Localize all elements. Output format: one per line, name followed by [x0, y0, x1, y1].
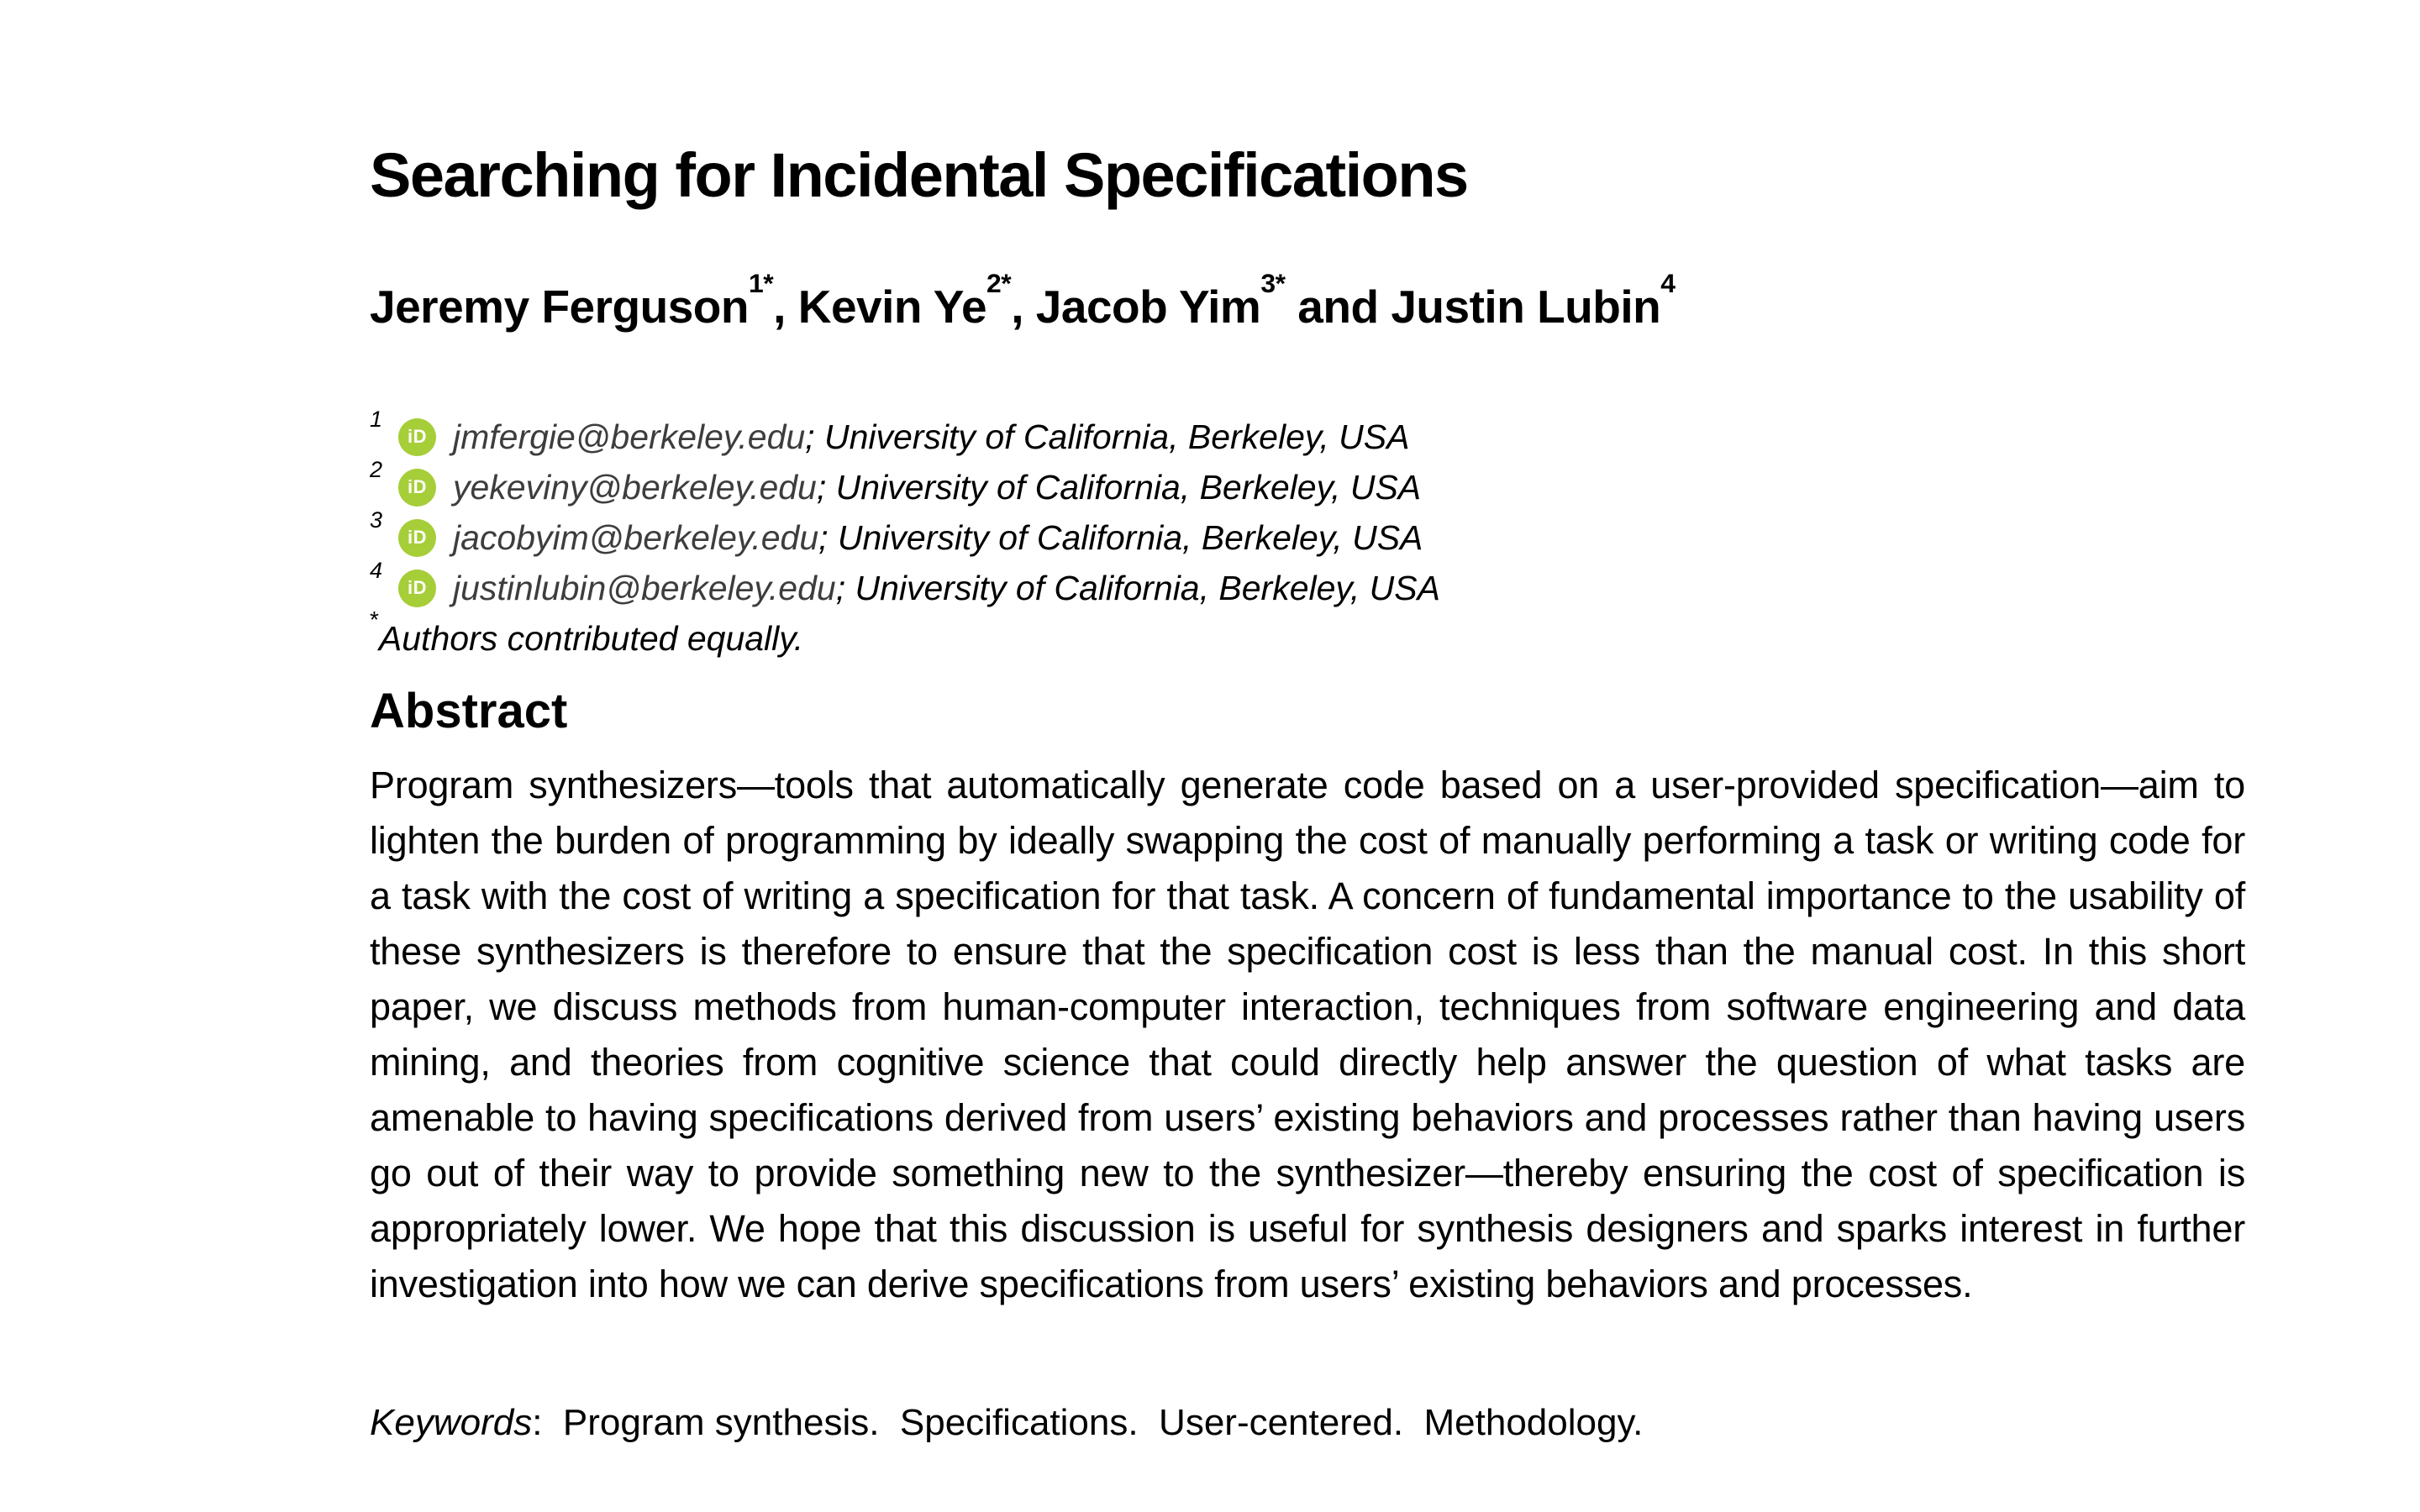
affiliation-number: 1: [370, 407, 383, 432]
author-affiliation-marker: 4: [1660, 268, 1676, 299]
author-email-link[interactable]: jmfergie@berkeley.edu: [453, 417, 806, 456]
keywords-line: [370, 1404, 1643, 1441]
abstract-heading: Abstract: [370, 684, 568, 738]
affiliation-row: [370, 407, 1440, 462]
orcid-icon[interactable]: iD: [398, 519, 436, 557]
affiliation-institution: ; University of California, Berkeley, USA: [805, 417, 1410, 456]
author: [1391, 268, 1676, 333]
author: [797, 268, 1036, 333]
paper-content: [370, 0, 2245, 1512]
affiliation-number: 2: [370, 457, 383, 482]
author-line: [370, 268, 1676, 333]
affiliation-institution: ; University of California, Berkeley, USA: [835, 568, 1440, 607]
author-affiliation-marker: 2*: [986, 268, 1012, 299]
author-affiliation-marker: 3*: [1260, 268, 1286, 299]
author-email-link[interactable]: jacobyim@berkeley.edu: [453, 517, 819, 557]
orcid-icon[interactable]: iD: [398, 469, 436, 507]
author: [370, 268, 798, 333]
affiliation-list: [370, 407, 1440, 664]
affiliation-text: [453, 568, 1440, 607]
equal-contribution-text: Authors contributed equally.: [378, 618, 804, 658]
affiliation-number: 3: [370, 507, 383, 533]
asterisk-marker: *: [370, 606, 379, 633]
keywords-text: : Program synthesis. Specifications. User-centered. Methodology.: [532, 1402, 1644, 1443]
affiliation-text: [453, 417, 1410, 456]
equal-contribution-note: [370, 606, 1440, 664]
affiliation-institution: ; University of California, Berkeley, USA: [816, 467, 1422, 507]
affiliation-row: [370, 457, 1440, 512]
author-separator: ,: [1011, 281, 1036, 333]
affiliation-row: [370, 507, 1440, 563]
affiliation-row: [370, 558, 1440, 613]
affiliation-text: [453, 467, 1422, 507]
page-title: Searching for Incidental Specifications: [370, 140, 1468, 210]
affiliation-text: [453, 517, 1423, 557]
author-name: Jeremy Ferguson: [370, 281, 750, 333]
affiliation-number: 4: [370, 558, 383, 583]
author-separator: ,: [773, 281, 798, 333]
author-name: Kevin Ye: [797, 281, 987, 333]
orcid-icon[interactable]: iD: [398, 570, 436, 607]
author-email-link[interactable]: yekeviny@berkeley.edu: [453, 467, 817, 507]
author-separator: and: [1285, 281, 1392, 333]
author: [1035, 268, 1392, 333]
author-name: Justin Lubin: [1391, 281, 1661, 333]
author-email-link[interactable]: justinlubin@berkeley.edu: [453, 568, 836, 607]
author-name: Jacob Yim: [1035, 281, 1261, 333]
abstract-text: Program synthesizers—tools that automatically generate code based on a user-provided specification—aim to lighten the burden of programming by ideally swapping the cost of manually performing a task or writing code for a task with the cost of writing a specification for that task. A concern of fundamental importance to the usability of these synthesizers is therefore to ensure that the specification cost is less than the manual cost. In this short paper, we discuss methods from human-computer interaction, techniques from software engineering and data mining, and theories from cognitive science that could directly help answer the question of what tasks are amenable to having specifications derived from users’ existing behaviors and processes rather than having users go out of their way to provide something new to the synthesizer—thereby ensuring the cost of specification is appropriately lower. We hope that this discussion is useful for synthesis designers and sparks interest in further investigation into how we can derive specifications from users’ existing behaviors and processes.: [370, 764, 2245, 1305]
author-affiliation-marker: 1*: [749, 268, 774, 299]
keywords-label: Keywords: [370, 1402, 533, 1443]
orcid-icon[interactable]: iD: [398, 418, 436, 456]
affiliation-institution: ; University of California, Berkeley, USA: [818, 517, 1423, 557]
